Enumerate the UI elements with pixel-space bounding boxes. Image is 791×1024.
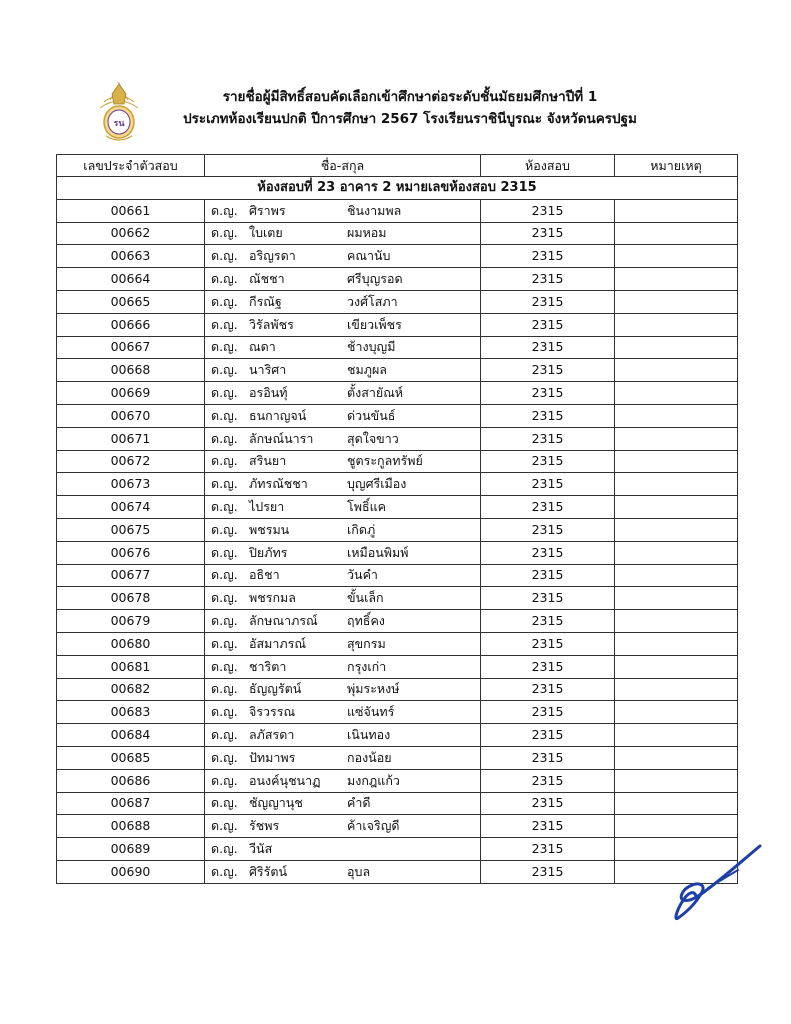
name-cell xyxy=(205,450,481,473)
last-name: เกิดภู่ xyxy=(347,521,376,537)
first-name: วีนัส xyxy=(249,841,273,856)
remark-cell xyxy=(615,336,738,359)
name-cell xyxy=(205,404,481,427)
name-cell xyxy=(205,382,481,405)
remark-cell xyxy=(615,610,738,633)
first-name: ไปรยา xyxy=(249,499,285,515)
name-title: ด.ญ. xyxy=(211,567,238,583)
remark-cell xyxy=(615,701,738,724)
name-cell xyxy=(205,268,481,291)
remark-cell xyxy=(615,655,738,678)
section-title: ห้องสอบที่ 23 อาคาร 2 หมายเลขห้องสอบ 2315 xyxy=(57,177,738,200)
first-name: พชรกมล xyxy=(249,590,296,606)
table-row xyxy=(57,290,738,313)
last-name: เขียวเพ็ชร xyxy=(347,316,402,332)
name-title: ด.ญ. xyxy=(211,362,238,378)
last-name: ชูตระกูลทรัพย์ xyxy=(347,453,423,469)
name-title: ด.ญ. xyxy=(211,658,238,674)
first-name: ธัญญรัตน์ xyxy=(249,681,302,697)
table-row xyxy=(57,359,738,382)
exam-id-cell: 00668 xyxy=(57,359,205,382)
name-cell xyxy=(205,518,481,541)
header-line-1: รายชื่อผู้มีสิทธิ์สอบคัดเลือกเข้าศึกษาต่อระดับชั้นมัธยมศึกษาปีที่ 1 xyxy=(222,89,598,105)
first-name: ณดา xyxy=(249,339,276,355)
remark-cell xyxy=(615,313,738,336)
remark-cell xyxy=(615,769,738,792)
table-row xyxy=(57,724,738,747)
exam-id-cell: 00666 xyxy=(57,313,205,336)
exam-id-cell: 00686 xyxy=(57,769,205,792)
column-header-remark: หมายเหตุ xyxy=(615,155,738,177)
exam-id-cell: 00661 xyxy=(57,199,205,222)
exam-id-cell: 00677 xyxy=(57,564,205,587)
table-row xyxy=(57,268,738,291)
school-emblem-logo xyxy=(96,80,142,144)
first-name: ชาริตา xyxy=(249,658,287,674)
last-name: อุบล xyxy=(347,863,371,879)
remark-cell xyxy=(615,724,738,747)
last-name: มงกฎแก้ว xyxy=(347,772,400,788)
remark-cell xyxy=(615,245,738,268)
exam-id-cell: 00680 xyxy=(57,632,205,655)
room-cell: 2315 xyxy=(481,678,615,701)
exam-id-cell: 00669 xyxy=(57,382,205,405)
last-name: วันคำ xyxy=(347,567,378,583)
room-cell: 2315 xyxy=(481,587,615,610)
first-name: ภัทรณัชชา xyxy=(249,476,308,492)
exam-id-cell: 00671 xyxy=(57,427,205,450)
table-row xyxy=(57,427,738,450)
last-name: แซ่จันทร์ xyxy=(347,704,395,720)
first-name: ใบเตย xyxy=(249,225,283,241)
last-name: กรุงเก่า xyxy=(347,658,387,674)
table-row xyxy=(57,746,738,769)
first-name: นาริศา xyxy=(249,362,287,378)
last-name: วงศ์โสภา xyxy=(347,293,398,309)
name-title: ด.ญ. xyxy=(211,613,238,629)
first-name: ศิราพร xyxy=(249,202,286,218)
name-cell xyxy=(205,632,481,655)
exam-id-cell: 00665 xyxy=(57,290,205,313)
name-title: ด.ญ. xyxy=(211,590,238,606)
exam-id-cell: 00663 xyxy=(57,245,205,268)
column-header-exam-id: เลขประจำตัวสอบ xyxy=(57,155,205,177)
first-name: อัสมาภรณ์ xyxy=(249,635,306,651)
last-name: ฤทธิ์คง xyxy=(347,613,385,629)
remark-cell xyxy=(615,815,738,838)
name-cell xyxy=(205,860,481,883)
remark-cell xyxy=(615,199,738,222)
name-title: ด.ญ. xyxy=(211,430,238,446)
name-cell xyxy=(205,746,481,769)
name-title: ด.ญ. xyxy=(211,818,238,834)
table-row xyxy=(57,769,738,792)
name-title: ด.ญ. xyxy=(211,407,238,423)
name-title: ด.ญ. xyxy=(211,499,238,515)
name-cell xyxy=(205,769,481,792)
last-name: กองน้อย xyxy=(347,749,392,765)
table-row xyxy=(57,245,738,268)
first-name: ปิยภัทร xyxy=(249,544,288,560)
header-line-2: ประเภทห้องเรียนปกติ ปีการศึกษา 2567 โรงเรียนราชินีบูรณะ จังหวัดนครปฐม xyxy=(183,111,637,127)
room-cell: 2315 xyxy=(481,792,615,815)
last-name: ศรีบุญรอด xyxy=(347,271,403,287)
room-cell: 2315 xyxy=(481,518,615,541)
column-header-room: ห้องสอบ xyxy=(481,155,615,177)
name-title: ด.ญ. xyxy=(211,772,238,788)
remark-cell xyxy=(615,359,738,382)
exam-id-cell: 00670 xyxy=(57,404,205,427)
name-cell xyxy=(205,838,481,861)
name-cell xyxy=(205,359,481,382)
last-name: เหมือนพิมพ์ xyxy=(347,544,409,560)
name-title: ด.ญ. xyxy=(211,248,238,264)
room-cell: 2315 xyxy=(481,815,615,838)
last-name: ช้างบุญมี xyxy=(347,339,396,355)
remark-cell xyxy=(615,382,738,405)
remark-cell xyxy=(615,450,738,473)
name-cell xyxy=(205,815,481,838)
table-row xyxy=(57,518,738,541)
table-row xyxy=(57,496,738,519)
table-row xyxy=(57,404,738,427)
exam-id-cell: 00681 xyxy=(57,655,205,678)
name-title: ด.ญ. xyxy=(211,795,238,811)
name-title: ด.ญ. xyxy=(211,841,238,856)
room-cell: 2315 xyxy=(481,290,615,313)
first-name: ณัชชา xyxy=(249,271,285,287)
first-name: รัชพร xyxy=(249,818,280,834)
column-header-name: ชื่อ-สกุล xyxy=(205,155,481,177)
first-name: ปัทมาพร xyxy=(249,749,296,765)
room-cell: 2315 xyxy=(481,655,615,678)
name-cell xyxy=(205,336,481,359)
exam-id-cell: 00687 xyxy=(57,792,205,815)
room-cell: 2315 xyxy=(481,496,615,519)
remark-cell xyxy=(615,632,738,655)
last-name: ค้าเจริญดี xyxy=(347,818,400,834)
remark-cell xyxy=(615,496,738,519)
exam-id-cell: 00682 xyxy=(57,678,205,701)
last-name: พุ่มระหงษ์ xyxy=(347,681,400,697)
exam-id-cell: 00688 xyxy=(57,815,205,838)
name-title: ด.ญ. xyxy=(211,453,238,469)
exam-id-cell: 00690 xyxy=(57,860,205,883)
remark-cell xyxy=(615,541,738,564)
room-cell: 2315 xyxy=(481,701,615,724)
exam-id-cell: 00679 xyxy=(57,610,205,633)
name-cell xyxy=(205,541,481,564)
remark-cell xyxy=(615,678,738,701)
remark-cell xyxy=(615,222,738,245)
name-title: ด.ญ. xyxy=(211,316,238,332)
name-title: ด.ญ. xyxy=(211,225,238,241)
room-cell: 2315 xyxy=(481,268,615,291)
exam-id-cell: 00689 xyxy=(57,838,205,861)
exam-id-cell: 00674 xyxy=(57,496,205,519)
name-title: ด.ญ. xyxy=(211,727,238,743)
name-cell xyxy=(205,427,481,450)
last-name: ตั้งสายัณห์ xyxy=(347,385,404,401)
name-cell xyxy=(205,564,481,587)
last-name: คณานับ xyxy=(347,248,391,264)
table-row xyxy=(57,222,738,245)
room-cell: 2315 xyxy=(481,313,615,336)
first-name: ลักษณาภรณ์ xyxy=(249,613,318,629)
remark-cell xyxy=(615,564,738,587)
table-row xyxy=(57,382,738,405)
name-cell xyxy=(205,313,481,336)
remark-cell xyxy=(615,427,738,450)
first-name: ลภัสรดา xyxy=(249,727,295,743)
name-title: ด.ญ. xyxy=(211,749,238,765)
table-row xyxy=(57,450,738,473)
table-row xyxy=(57,792,738,815)
table-row xyxy=(57,815,738,838)
first-name: ศิริรัตน์ xyxy=(249,863,288,879)
name-cell xyxy=(205,496,481,519)
remark-cell xyxy=(615,268,738,291)
last-name: ด่วนขันธ์ xyxy=(347,407,396,423)
room-cell: 2315 xyxy=(481,404,615,427)
last-name: บุญศรีเมือง xyxy=(347,476,407,492)
room-cell: 2315 xyxy=(481,473,615,496)
last-name: โพธิ์แค xyxy=(347,499,387,515)
remark-cell xyxy=(615,587,738,610)
name-cell xyxy=(205,678,481,701)
name-cell xyxy=(205,222,481,245)
remark-cell xyxy=(615,473,738,496)
room-cell: 2315 xyxy=(481,769,615,792)
room-cell: 2315 xyxy=(481,541,615,564)
first-name: ธนกาญจน์ xyxy=(249,407,307,423)
room-cell: 2315 xyxy=(481,860,615,883)
name-cell xyxy=(205,792,481,815)
table-header-row xyxy=(57,155,738,177)
name-title: ด.ญ. xyxy=(211,681,238,697)
exam-id-cell: 00685 xyxy=(57,746,205,769)
first-name: จิรวรรณ xyxy=(249,704,296,720)
last-name: ผมหอม xyxy=(347,225,387,241)
table-row xyxy=(57,199,738,222)
first-name: อนงค์นุชนาฏ xyxy=(249,772,321,788)
exam-id-cell: 00675 xyxy=(57,518,205,541)
name-title: ด.ญ. xyxy=(211,704,238,720)
table-row xyxy=(57,541,738,564)
room-cell: 2315 xyxy=(481,382,615,405)
remark-cell xyxy=(615,404,738,427)
exam-id-cell: 00662 xyxy=(57,222,205,245)
table-row xyxy=(57,632,738,655)
room-cell: 2315 xyxy=(481,222,615,245)
table-row xyxy=(57,610,738,633)
name-cell xyxy=(205,655,481,678)
exam-id-cell: 00683 xyxy=(57,701,205,724)
last-name: สุดใจขาว xyxy=(347,430,399,446)
first-name: อธิชา xyxy=(249,567,280,583)
last-name: ชมภูผล xyxy=(347,362,387,378)
last-name: เนินทอง xyxy=(347,727,391,743)
first-name: สรินยา xyxy=(249,453,287,469)
name-title: ด.ญ. xyxy=(211,385,238,401)
exam-id-cell: 00684 xyxy=(57,724,205,747)
first-name: ลักษณ์นารา xyxy=(249,430,314,446)
exam-id-cell: 00678 xyxy=(57,587,205,610)
exam-id-cell: 00667 xyxy=(57,336,205,359)
table-row xyxy=(57,701,738,724)
first-name: วิรัลพัชร xyxy=(249,316,294,332)
signature-mark xyxy=(668,840,768,925)
room-cell: 2315 xyxy=(481,564,615,587)
candidate-table xyxy=(56,154,738,884)
room-cell: 2315 xyxy=(481,245,615,268)
name-title: ด.ญ. xyxy=(211,863,238,879)
name-title: ด.ญ. xyxy=(211,271,238,287)
room-cell: 2315 xyxy=(481,746,615,769)
table-row xyxy=(57,655,738,678)
table-row xyxy=(57,838,738,861)
room-cell: 2315 xyxy=(481,632,615,655)
room-cell: 2315 xyxy=(481,199,615,222)
name-cell xyxy=(205,199,481,222)
svg-text:รน: รน xyxy=(113,119,125,129)
name-cell xyxy=(205,610,481,633)
name-title: ด.ญ. xyxy=(211,476,238,492)
remark-cell xyxy=(615,518,738,541)
remark-cell xyxy=(615,290,738,313)
last-name: คำดี xyxy=(347,795,371,811)
name-cell xyxy=(205,724,481,747)
table-row xyxy=(57,860,738,883)
table-row xyxy=(57,678,738,701)
document-header xyxy=(150,86,670,130)
name-cell xyxy=(205,245,481,268)
table-row xyxy=(57,587,738,610)
first-name: ชัญญานุช xyxy=(249,795,303,811)
first-name: อริญรดา xyxy=(249,248,296,264)
room-cell: 2315 xyxy=(481,838,615,861)
exam-id-cell: 00664 xyxy=(57,268,205,291)
first-name: อรอินทุ์ xyxy=(249,385,288,401)
name-title: ด.ญ. xyxy=(211,544,238,560)
name-title: ด.ญ. xyxy=(211,293,238,309)
table-row xyxy=(57,336,738,359)
exam-id-cell: 00672 xyxy=(57,450,205,473)
first-name: พชรมน xyxy=(249,521,290,537)
room-cell: 2315 xyxy=(481,450,615,473)
name-title: ด.ญ. xyxy=(211,521,238,537)
table-row xyxy=(57,313,738,336)
remark-cell xyxy=(615,792,738,815)
name-cell xyxy=(205,587,481,610)
last-name: สุขกรม xyxy=(347,635,386,651)
name-cell xyxy=(205,701,481,724)
name-cell xyxy=(205,290,481,313)
room-cell: 2315 xyxy=(481,336,615,359)
room-cell: 2315 xyxy=(481,427,615,450)
last-name: ชินงามพล xyxy=(347,202,402,218)
name-title: ด.ญ. xyxy=(211,339,238,355)
room-cell: 2315 xyxy=(481,610,615,633)
section-row xyxy=(57,177,738,200)
exam-id-cell: 00673 xyxy=(57,473,205,496)
room-cell: 2315 xyxy=(481,359,615,382)
room-cell: 2315 xyxy=(481,724,615,747)
remark-cell xyxy=(615,746,738,769)
name-title: ด.ญ. xyxy=(211,635,238,651)
name-cell xyxy=(205,473,481,496)
first-name: กีรณัฐ xyxy=(249,293,282,309)
name-title: ด.ญ. xyxy=(211,202,238,218)
table-row xyxy=(57,473,738,496)
exam-id-cell: 00676 xyxy=(57,541,205,564)
table-row xyxy=(57,564,738,587)
last-name: ขั้นเล็ก xyxy=(347,590,384,606)
